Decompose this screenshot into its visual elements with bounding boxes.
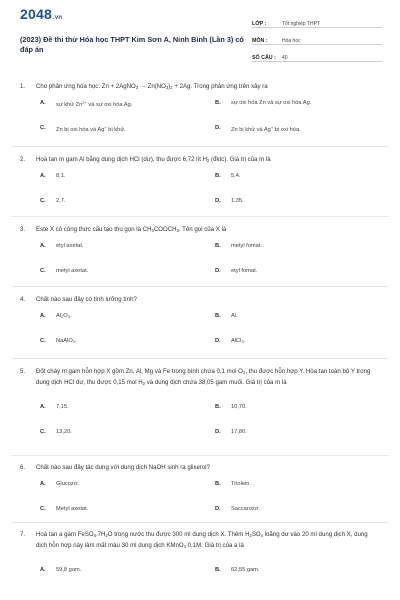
- question-2: [20, 155, 380, 204]
- text-fragment: 5,4.: [231, 172, 241, 179]
- option-letter: D.: [215, 505, 221, 512]
- exam-title: (2023) Đề thi thử Hóa học THPT Kim Sơn A, Ninh Bình (Lần 3) có đáp án: [20, 35, 244, 54]
- logo-suffix: .vn: [52, 15, 63, 21]
- text-fragment: 2: [170, 85, 173, 90]
- option-letter: B.: [215, 172, 221, 179]
- text-fragment: 3: [176, 228, 179, 233]
- text-fragment: 2: [72, 338, 75, 344]
- text-fragment: Zn bị khử và Ag: [231, 126, 271, 133]
- option-letter: A.: [40, 312, 46, 319]
- question-stem: [20, 463, 380, 473]
- text-fragment: COOCH: [153, 226, 177, 233]
- text-fragment: Hoà tan a gam FeSO: [36, 531, 94, 538]
- answer-option-c[interactable]: [40, 267, 88, 275]
- text-fragment: Zn bị oxi hóa và Ag: [56, 126, 105, 133]
- option-text: [56, 403, 69, 411]
- question-text: [36, 530, 380, 551]
- option-letter: B.: [215, 242, 221, 249]
- text-fragment: Chất nào sau đây tác dụng với dung dịch NaOH sinh ra glixerol?: [36, 464, 211, 471]
- answer-option-a[interactable]: [40, 99, 132, 109]
- option-letter: B.: [215, 99, 221, 106]
- text-fragment: Glucozơ.: [56, 480, 80, 487]
- text-fragment: .7H: [95, 531, 106, 538]
- text-fragment: Đốt cháy m gam hỗn hợp X gồm Zn, Al, Mg và Fe trong bình chứa 0,1 mol O: [36, 368, 243, 375]
- answer-option-a[interactable]: [40, 312, 72, 321]
- text-fragment: → Zn(NO: [138, 83, 166, 90]
- option-text: [231, 172, 241, 180]
- option-text: [231, 403, 247, 411]
- answer-option-c[interactable]: [40, 197, 66, 205]
- option-letter: C.: [40, 337, 46, 344]
- question-divider: [12, 455, 388, 456]
- option-letter: A.: [40, 242, 46, 249]
- question-text: [36, 82, 380, 93]
- text-fragment: (đktc). Giá trị của m là: [209, 156, 271, 163]
- option-letter: C.: [40, 428, 46, 435]
- text-fragment: Hoà tan m gam Al bằng dung dịch HCl (dư), thu được 6,72 lít H: [36, 156, 208, 163]
- answer-option-b[interactable]: [215, 566, 259, 574]
- answer-option-d[interactable]: [215, 505, 260, 513]
- question-divider: [12, 286, 388, 287]
- meta-row-class: [252, 14, 382, 28]
- answer-option-a[interactable]: [40, 172, 66, 180]
- meta-key: SỐ CÂU :: [252, 55, 276, 61]
- answer-option-b[interactable]: [215, 99, 311, 107]
- option-letter: C.: [40, 124, 46, 131]
- option-text: [56, 197, 66, 205]
- option-letter: D.: [215, 267, 221, 274]
- option-text: [231, 312, 238, 320]
- option-text: [231, 99, 311, 107]
- option-text: [56, 99, 132, 109]
- text-fragment: 10,70.: [231, 403, 247, 410]
- text-fragment: sự oxi hóa Zn và sự oxi hóa Ag.: [231, 99, 312, 106]
- text-fragment: Metyl axetat.: [56, 505, 89, 512]
- text-fragment: metyl axetat.: [56, 267, 89, 274]
- answer-option-c[interactable]: [40, 505, 88, 513]
- question-stem: [20, 295, 380, 305]
- option-text: [56, 505, 88, 513]
- question-text: [36, 225, 380, 236]
- text-fragment: 17,80.: [231, 428, 247, 435]
- answer-option-d[interactable]: [215, 267, 257, 275]
- question-text: [36, 367, 380, 388]
- text-fragment: bị khử.: [106, 126, 126, 133]
- text-fragment: . Tên gọi của X là: [178, 226, 227, 233]
- text-fragment: 4: [183, 543, 186, 549]
- option-text: [56, 566, 81, 574]
- answer-option-a[interactable]: [40, 566, 81, 574]
- question-stem: [20, 367, 380, 388]
- site-logo[interactable]: [20, 6, 62, 22]
- text-fragment: loãng dư vào 20 ml dung dịch X, dung dịch hỗn hợp này làm mất màu 30 ml dung dịch KMnO: [36, 531, 368, 549]
- text-fragment: 4: [260, 533, 263, 538]
- answer-option-c[interactable]: [40, 428, 72, 436]
- option-text: [231, 242, 262, 250]
- text-fragment: 62,55 gam.: [231, 566, 260, 573]
- question-3: [20, 225, 380, 274]
- question-1: [20, 82, 380, 133]
- text-fragment: etyl fomat.: [231, 267, 258, 274]
- text-fragment: 8,1.: [56, 172, 66, 179]
- text-fragment: 2,7.: [56, 197, 66, 204]
- text-fragment: , thu được hỗn hợp Y. Hòa tan toàn bộ Y trong dung dịch HCl dư, thu được 0,15 mol H: [36, 368, 371, 386]
- option-text: [56, 480, 79, 488]
- text-fragment: .: [243, 337, 246, 344]
- text-fragment: sự khử Zn: [56, 101, 83, 108]
- text-fragment: 2: [61, 313, 64, 319]
- question-4: [20, 295, 380, 344]
- text-fragment: Al: [56, 312, 62, 319]
- option-letter: D.: [215, 197, 221, 204]
- text-fragment: .: [69, 312, 72, 319]
- text-fragment: ): [168, 83, 171, 90]
- option-text: [231, 267, 257, 275]
- answer-option-b[interactable]: [215, 172, 241, 180]
- text-fragment: metyl fomat.: [231, 242, 262, 249]
- option-text: [56, 124, 126, 134]
- option-text: [56, 428, 72, 436]
- exam-meta: [252, 14, 382, 65]
- option-letter: A.: [40, 99, 46, 106]
- question-stem: [20, 225, 380, 236]
- text-fragment: O: [63, 312, 68, 319]
- option-text: [231, 566, 259, 574]
- option-letter: B.: [215, 403, 221, 410]
- text-fragment: etyl axetat.: [56, 242, 84, 249]
- question-7: [20, 530, 380, 573]
- text-fragment: +: [104, 124, 107, 130]
- text-fragment: bị oxi hóa.: [273, 126, 301, 133]
- text-fragment: Al.: [231, 312, 238, 319]
- question-text: [36, 295, 380, 305]
- option-text: [231, 505, 260, 513]
- question-divider: [12, 146, 388, 147]
- text-fragment: 3: [67, 313, 70, 319]
- option-letter: C.: [40, 197, 46, 204]
- answer-option-b[interactable]: [215, 403, 247, 411]
- text-fragment: 7,15.: [56, 403, 69, 410]
- answer-option-a[interactable]: [40, 403, 69, 411]
- option-letter: D.: [215, 428, 221, 435]
- option-letter: B.: [215, 312, 221, 319]
- question-number: 4.: [20, 296, 26, 303]
- text-fragment: + 2Ag. Trong phản ứng trên xảy ra: [172, 83, 268, 90]
- logo-text: 2048: [20, 6, 52, 22]
- text-fragment: 13,20.: [56, 428, 72, 435]
- option-text: [56, 242, 84, 250]
- answer-option-d[interactable]: [215, 124, 301, 134]
- option-text: [231, 124, 301, 134]
- text-fragment: NaAlO: [56, 337, 73, 344]
- text-fragment: AlCl: [231, 337, 242, 344]
- option-text: [231, 197, 244, 205]
- option-letter: B.: [215, 566, 221, 573]
- text-fragment: 3: [151, 228, 154, 233]
- question-number: 5.: [20, 368, 26, 375]
- text-fragment: .: [75, 337, 77, 344]
- text-fragment: 0,1M. Giá trị của a là: [185, 541, 244, 549]
- question-5: [20, 367, 380, 435]
- option-text: [56, 172, 66, 180]
- answer-option-b[interactable]: [215, 312, 238, 320]
- text-fragment: và dung dịch chứa 38,05 gam muối. Giá trị của m là: [145, 378, 287, 386]
- option-letter: B.: [215, 480, 221, 487]
- text-fragment: 3: [135, 85, 139, 90]
- text-fragment: và sự oxi hóa Ag.: [86, 101, 133, 108]
- option-letter: A.: [40, 172, 46, 179]
- question-stem: [20, 155, 380, 166]
- question-text: [36, 463, 380, 473]
- option-letter: A.: [40, 480, 46, 487]
- question-text: [36, 155, 380, 166]
- text-fragment: 2: [105, 533, 108, 538]
- answer-option-a[interactable]: [40, 242, 84, 250]
- text-fragment: Este X có công thức cấu tạo thu gọn là CH: [36, 226, 152, 233]
- text-fragment: Chất nào sau đây có tính lưỡng tính?: [36, 296, 137, 303]
- text-fragment: 2: [207, 158, 210, 163]
- text-fragment: 59,8 gam.: [56, 566, 82, 573]
- text-fragment: 2: [242, 370, 246, 375]
- answer-option-c[interactable]: [40, 337, 77, 346]
- meta-row-subject: [252, 31, 382, 45]
- option-text: [56, 267, 88, 275]
- question-number: 1.: [20, 83, 26, 90]
- option-letter: A.: [40, 403, 46, 410]
- text-fragment: 3: [241, 338, 244, 344]
- question-stem: [20, 530, 380, 551]
- question-number: 3.: [20, 226, 26, 233]
- text-fragment: 1,35.: [231, 197, 244, 204]
- option-letter: D.: [215, 124, 221, 131]
- answer-option-c[interactable]: [40, 124, 126, 134]
- text-fragment: Saccarozơ.: [231, 505, 261, 512]
- question-divider: [12, 522, 388, 523]
- answer-option-d[interactable]: [215, 197, 244, 205]
- text-fragment: 2+: [82, 99, 87, 105]
- meta-value: Tốt nghiệp THPT: [282, 21, 320, 27]
- meta-key: LỚP :: [252, 21, 267, 27]
- question-stem: [20, 82, 380, 93]
- meta-value: 40: [282, 55, 288, 61]
- question-divider: [12, 358, 388, 359]
- answer-option-b[interactable]: [215, 480, 251, 488]
- option-text: [231, 480, 251, 488]
- text-fragment: O trong nước thu được 300 ml dung dịch X. Thêm H: [107, 531, 250, 538]
- text-fragment: 3: [165, 85, 169, 90]
- text-fragment: Triolein.: [231, 480, 252, 487]
- option-letter: C.: [40, 505, 46, 512]
- text-fragment: 4: [93, 533, 96, 538]
- text-fragment: 2: [142, 380, 146, 386]
- option-letter: D.: [215, 337, 221, 344]
- meta-value: Hóa học: [282, 38, 301, 44]
- answer-option-b[interactable]: [215, 242, 262, 250]
- answer-option-d[interactable]: [215, 337, 245, 346]
- option-letter: C.: [40, 267, 46, 274]
- option-text: [231, 337, 245, 346]
- text-fragment: Cho phản ứng hóa học: Zn + 2AgNO: [36, 83, 136, 90]
- question-6: [20, 463, 380, 512]
- meta-row-count: [252, 48, 382, 62]
- meta-key: MÔN :: [252, 38, 268, 44]
- option-text: [56, 312, 72, 321]
- option-text: [56, 337, 77, 346]
- text-fragment: SO: [251, 531, 261, 538]
- answer-option-d[interactable]: [215, 428, 247, 436]
- question-number: 7.: [20, 531, 26, 538]
- text-fragment: +: [270, 124, 274, 130]
- question-number: 2.: [20, 156, 26, 163]
- question-number: 6.: [20, 464, 26, 471]
- option-letter: A.: [40, 566, 46, 573]
- option-text: [231, 428, 247, 436]
- question-divider: [12, 216, 388, 217]
- text-fragment: 2: [249, 533, 252, 538]
- answer-option-a[interactable]: [40, 480, 79, 488]
